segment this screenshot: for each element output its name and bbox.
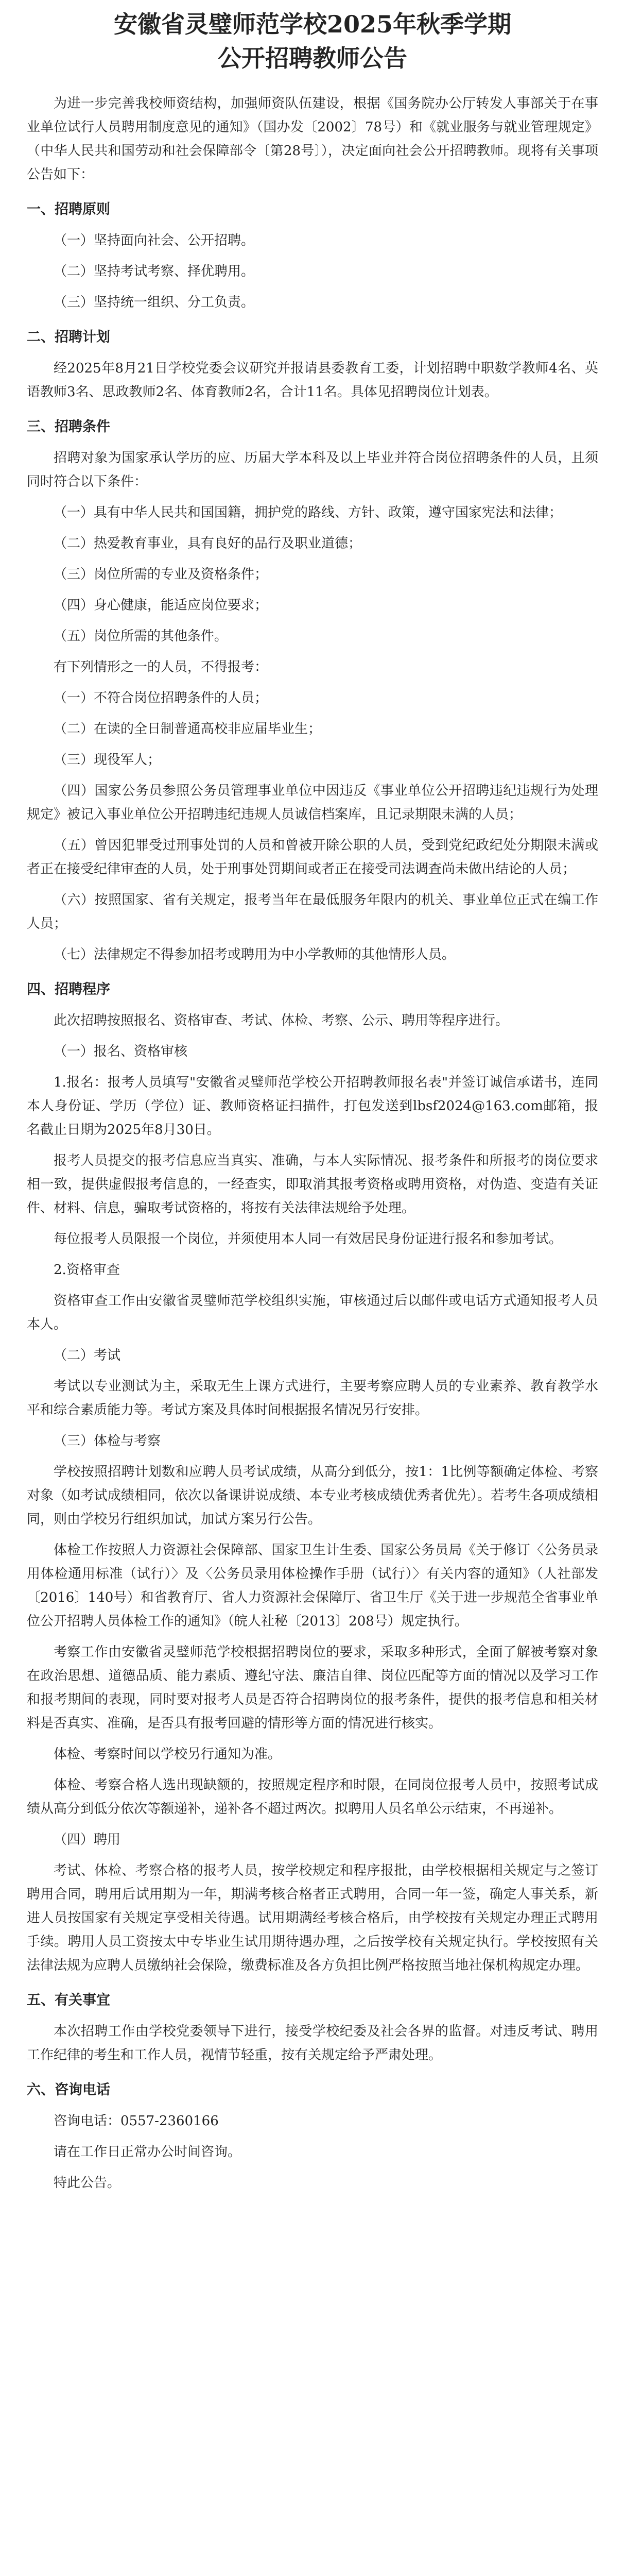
exclusion-item: （六）按照国家、省有关规定，报考当年在最低服务年限内的机关、事业单位正式在编工作人员； (27, 892, 598, 931)
section-heading-matters: 五、有关事宜 (27, 1992, 110, 2008)
plan-paragraph: 经2025年8月21日学校党委会议研究并报请县委教育工委，计划招聘中职数学教师4名、英语教师3名、思政教师2名、体育教师2名，合计11名。具体见招聘岗位计划表。 (27, 361, 598, 400)
subheading-medical: （三）体检与考察 (54, 1433, 161, 1449)
exclusion-item: （七）法律规定不得参加招考或聘用为中小学教师的其他情形人员。 (54, 947, 456, 962)
exclusion-item: （五）曾因犯罪受过刑事处罚的人员和曾被开除公职的人员，受到党纪政纪处分期限未满或者正在接受纪律审查的人员，处于刑事处罚期间或者正在接受司法调查尚未做出结论的人员； (27, 838, 598, 877)
medical-paragraph: 学校按照招聘计划数和应聘人员考试成绩，从高分到低分，按1：1比例等额确定体检、考察对象（如考试成绩相同，依次以备课讲说成绩、本专业考核成绩优秀者优先）。若考生各项成绩相同，则由学校另行组织加试，加试方案另行公告。 (27, 1464, 598, 1527)
exclusion-lead: 有下列情形之一的人员，不得报考： (54, 659, 268, 675)
closing-line: 特此公告。 (54, 2175, 121, 2191)
title-line-2: 公开招聘教师公告 (218, 44, 407, 72)
subheading-exam: （二）考试 (54, 1348, 121, 1363)
contact-note: 请在工作日正常办公时间咨询。 (54, 2144, 241, 2160)
intro-paragraph: 为进一步完善我校师资结构，加强师资队伍建设，根据《国务院办公厅转发人事部关于在事业单位试行人员聘用制度意见的通知》（国办发〔2002〕78号）和《就业服务与就业管理规定》（中华人民共和国劳动和社会保障部令〔第28号〕），决定面向社会公开招聘教师。现将有关事项公告如下： (27, 96, 598, 182)
section-heading-contact: 六、咨询电话 (27, 2082, 110, 2098)
exam-paragraph: 考试以专业测试为主，采取无生上课方式进行，主要考察应聘人员的专业素养、教育教学水平和综合素质能力等。考试方案及具体时间根据报名情况另行安排。 (27, 1379, 598, 1418)
title-line-1: 安徽省灵璧师范学校2025年秋季学期 (113, 10, 512, 38)
subheading-registration: （一）报名、资格审核 (54, 1044, 188, 1059)
condition-item: （二）热爱教育事业，具有良好的品行及职业道德； (54, 536, 362, 551)
conditions-lead: 招聘对象为国家承认学历的应、历届大学本科及以上毕业并符合岗位招聘条件的人员，且须同时符合以下条件： (27, 450, 598, 489)
section-heading-conditions: 三、招聘条件 (27, 419, 110, 435)
medical-paragraph: 体检、考察合格人选出现缺额的，按照规定程序和时限，在同岗位报考人员中，按照考试成绩从高分到低分依次等额递补，递补各不超过两次。拟聘用人员名单公示结束，不再递补。 (27, 1777, 598, 1817)
condition-item: （一）具有中华人民共和国国籍，拥护党的路线、方针、政策，遵守国家宪法和法律； (54, 505, 563, 520)
procedure-lead: 此次招聘按照报名、资格审查、考试、体检、考察、公示、聘用等程序进行。 (54, 1013, 509, 1028)
condition-item: （五）岗位所需的其他条件。 (54, 629, 228, 644)
registration-paragraph: 报考人员提交的报考信息应当真实、准确，与本人实际情况、报考条件和所报考的岗位要求相一致，提供虚假报考信息的，一经查实，即取消其报考资格或聘用资格，对伪造、变造有关证件、材料、信息，骗取考试资格的，将按有关法律法规给予处理。 (27, 1153, 598, 1216)
qualification-paragraph: 资格审查工作由安徽省灵璧师范学校组织实施，审核通过后以邮件或电话方式通知报考人员本人。 (27, 1293, 598, 1332)
principle-item: （一）坚持面向社会、公开招聘。 (54, 233, 255, 248)
principle-item: （二）坚持考试考察、择优聘用。 (54, 264, 255, 279)
exclusion-item: （三）现役军人； (54, 752, 161, 768)
condition-item: （四）身心健康，能适应岗位要求； (54, 598, 268, 613)
subheading-hiring: （四）聘用 (54, 1832, 121, 1848)
medical-paragraph: 体检、考察时间以学校另行通知为准。 (54, 1747, 282, 1762)
section-heading-plan: 二、招聘计划 (27, 329, 110, 345)
notice-body (27, 92, 598, 2202)
subheading-qualification: 2.资格审查 (54, 1262, 120, 1278)
medical-paragraph: 考察工作由安徽省灵璧师范学校根据招聘岗位的要求，采取多种形式，全面了解被考察对象在政治思想、道德品质、能力素质、遵纪守法、廉洁自律、岗位匹配等方面的情况以及学习工作和报考期间的表现，同时要对报考人员是否符合招聘岗位的报考条件，提供的报考信息和相关材料是否真实、准确，是否具有报考回避的情形等方面的情况进行核实。 (27, 1645, 598, 1731)
section-heading-procedure: 四、招聘程序 (27, 981, 110, 997)
registration-paragraph: 每位报考人员限报一个岗位，并须使用本人同一有效居民身份证进行报名和参加考试。 (54, 1231, 563, 1247)
registration-paragraph: 1.报名：报考人员填写"安徽省灵璧师范学校公开招聘教师报名表"并签订诚信承诺书，连同本人身份证、学历（学位）证、教师资格证扫描件，打包发送到lbsf2024@163.com邮箱，报名截止日期为2025年8月30日。 (27, 1075, 598, 1138)
hiring-paragraph: 考试、体检、考察合格的报考人员，按学校规定和程序报批，由学校根据相关规定与之签订聘用合同，聘用后试用期为一年，期满考核合格者正式聘用，合同一年一签，确定人事关系，新进人员按国家有关规定享受相关待遇。试用期满经考核合格后，由学校按有关规定办理正式聘用手续。聘用人员工资按太中专毕业生试用期待遇办理，之后按学校有关规定执行。学校按照有关法律法规为应聘人员缴纳社会保险，缴费标准及各方负担比例严格按照当地社保机构规定办理。 (27, 1863, 598, 1973)
principle-item: （三）坚持统一组织、分工负责。 (54, 295, 255, 310)
exclusion-item: （四）国家公务员参照公务员管理事业单位中因违反《事业单位公开招聘违纪违规行为处理规定》被记入事业单位公开招聘违纪违规人员诚信档案库，且记录期限未满的人员； (27, 783, 598, 822)
exclusion-item: （二）在读的全日制普通高校非应届毕业生； (54, 721, 322, 737)
condition-item: （三）岗位所需的专业及资格条件； (54, 567, 268, 582)
contact-phone: 咨询电话：0557-2360166 (54, 2113, 219, 2129)
section-heading-principles: 一、招聘原则 (27, 201, 110, 217)
medical-paragraph: 体检工作按照人力资源社会保障部、国家卫生计生委、国家公务员局《关于修订〈公务员录用体检通用标准（试行）〉及〈公务员录用体检操作手册（试行）〉有关内容的通知》（人社部发〔2016〕140号）和省教育厅、省人力资源社会保障厅、省卫生厅《关于进一步规范全省事业单位公开招聘人员体检工作的通知》（皖人社秘〔2013〕208号）规定执行。 (27, 1543, 598, 1629)
exclusion-item: （一）不符合岗位招聘条件的人员； (54, 690, 268, 706)
matters-paragraph: 本次招聘工作由学校党委领导下进行，接受学校纪委及社会各界的监督。对违反考试、聘用工作纪律的考生和工作人员，视情节轻重，按有关规定给予严肃处理。 (27, 2024, 598, 2063)
